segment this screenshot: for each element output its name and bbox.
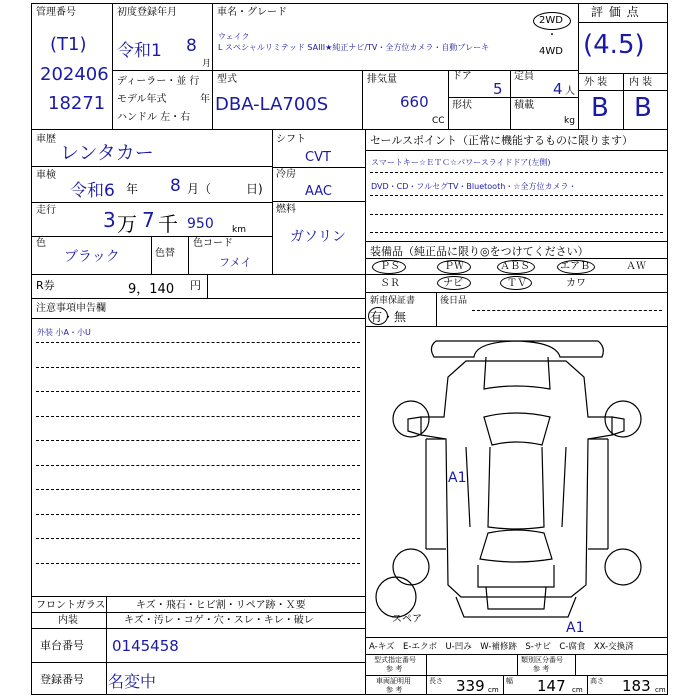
divider <box>365 258 668 259</box>
car-damage-diagram <box>366 327 668 637</box>
divider <box>31 318 365 319</box>
divider <box>212 3 213 129</box>
warranty-yes: 有 <box>370 310 383 324</box>
damage-legend: A-キズ E-エクボ U-凹み W-補修跡 S-サビ C-腐食 XX-交換済 <box>369 642 634 652</box>
evaluation-score: (4.5) <box>583 30 645 60</box>
chassis-label: 車台番号 <box>40 639 84 652</box>
divider <box>365 292 668 293</box>
yen-unit: 円 <box>190 279 201 292</box>
divider <box>575 654 576 675</box>
drive-2wd: 2WD <box>539 15 563 26</box>
inspection-era: 令和6 <box>70 181 115 201</box>
dash-line <box>370 195 663 196</box>
type-value: DBA-LA700S <box>215 94 329 115</box>
interior-grade: B <box>634 93 652 123</box>
equip-pw: ＰＷ <box>444 261 464 272</box>
warranty-no: 無 <box>394 310 407 324</box>
km-unit: km <box>232 225 246 235</box>
drive-4wd: 4WD <box>539 46 563 57</box>
divider <box>112 3 113 129</box>
divider <box>517 654 518 675</box>
ac-value: AAC <box>305 184 332 199</box>
recycle-value: 9，140 <box>128 282 175 297</box>
displacement-value: 660 <box>400 93 429 111</box>
dash-line <box>370 172 663 173</box>
first-registration-era: 令和1 <box>117 41 162 61</box>
dash-line <box>370 214 663 215</box>
windshield-label: フロントガラス <box>36 600 106 611</box>
interior-label: 内 装 <box>629 77 653 88</box>
divider <box>365 241 668 242</box>
equip-abs: ＡＢＳ <box>500 261 530 272</box>
type-label: 型式 <box>217 74 237 85</box>
divider <box>426 654 427 695</box>
warranty-value <box>370 308 406 325</box>
mgmt-number-label: 管理番号 <box>36 7 76 18</box>
dealer-label: ディーラー・並 行 <box>117 76 200 87</box>
divider <box>207 274 208 298</box>
divider <box>31 166 272 167</box>
equip-aw: ＡＷ <box>626 261 646 272</box>
length-unit: cm <box>488 686 499 694</box>
mgmt-number-1: 202406 <box>40 64 109 85</box>
divider <box>31 612 365 613</box>
model-name-label: 車名・グレード <box>217 7 287 18</box>
divider <box>31 662 365 663</box>
divider <box>31 628 365 629</box>
divider <box>112 70 212 71</box>
sales-points-label: セールスポイント（正常に機能するものに限ります） <box>370 134 634 147</box>
divider <box>272 201 365 202</box>
repaint-label: 色替 <box>155 248 175 259</box>
capacity-value: 4 <box>553 80 563 98</box>
class-number-sub: 参 考 <box>533 665 550 673</box>
interior-condition-label: 内装 <box>58 615 78 626</box>
note-line <box>36 391 360 392</box>
month-unit: 月 <box>202 59 212 69</box>
divider <box>365 150 668 151</box>
equip-navi: ナビ <box>443 278 463 289</box>
mileage-rest: 950 <box>187 216 214 232</box>
divider <box>578 22 668 23</box>
divider <box>503 675 504 695</box>
shape-label: 形状 <box>452 100 472 111</box>
divider <box>436 292 437 326</box>
note-line <box>36 367 360 368</box>
width-value: 147 <box>537 677 566 695</box>
evaluation-label: 評 価 点 <box>591 5 640 19</box>
kg-unit: kg <box>564 116 575 126</box>
divider <box>587 675 588 695</box>
recycle-label: R券 <box>36 279 55 292</box>
divider <box>31 596 365 597</box>
first-registration-month: 8 <box>186 36 197 56</box>
inspection-month: 8 <box>170 176 181 196</box>
divider <box>365 274 668 275</box>
color-value: ブラック <box>64 249 120 265</box>
note-line <box>36 440 360 441</box>
after-items-label: 後日品 <box>440 296 468 306</box>
inspection-day-unit: 日) <box>246 182 263 196</box>
divider <box>31 202 272 203</box>
mgmt-number-2: 18271 <box>48 93 106 114</box>
notes-label: 注意事項申告欄 <box>36 303 106 314</box>
load-label: 積載 <box>514 100 534 111</box>
windshield-value: キズ・飛石・ヒビ割・リペア跡・Ｘ要 <box>136 600 306 611</box>
equip-airbag: エアＢ <box>560 261 590 272</box>
color-code-value: フメイ <box>219 256 252 269</box>
displacement-label: 排気量 <box>367 74 397 85</box>
damage-mark-1: A1 <box>448 470 467 486</box>
capacity-label: 定員 <box>514 71 534 82</box>
divider <box>31 274 365 275</box>
divider <box>31 298 365 299</box>
divider <box>362 70 363 129</box>
grade: L スペシャルリミテッド SAIII★純正ナビ/TV・全方位カメラ・自動ブレーキ <box>218 43 490 52</box>
divider <box>578 90 668 91</box>
cert-label: 車両証明用 <box>376 677 411 685</box>
note-line <box>36 563 360 564</box>
handle-label: ハンドル 左・右 <box>117 112 191 123</box>
drive-dot: ・ <box>547 30 557 41</box>
divider <box>188 236 189 274</box>
warranty-sep: ・ <box>382 310 395 324</box>
inspection-month-unit: 月（ <box>187 182 212 196</box>
color-label: 色 <box>36 238 46 249</box>
inspection-label: 車検 <box>36 170 56 181</box>
dash-line <box>472 310 662 311</box>
damage-mark-2: A1 <box>566 620 585 636</box>
inspection-year-unit: 年 <box>126 182 139 196</box>
shift-label: シフト <box>276 134 306 145</box>
length-value: 339 <box>456 677 485 695</box>
divider <box>448 70 449 129</box>
sen-unit: 千 <box>158 212 178 236</box>
mgmt-code: (T1) <box>50 34 87 55</box>
shift-value: CVT <box>305 150 331 165</box>
equip-leather: カワ <box>566 278 586 289</box>
fuel-value: ガソリン <box>290 229 346 245</box>
exterior-grade: B <box>591 93 609 123</box>
mileage-man: 3 <box>103 208 116 232</box>
height-unit: cm <box>655 686 666 694</box>
cert-sub: 参 考 <box>386 686 403 694</box>
mileage-label: 走行 <box>36 205 56 216</box>
equipment-label: 装備品（純正品に限り◎をつけてください） <box>370 245 589 258</box>
note-line <box>36 514 360 515</box>
divider <box>272 167 365 168</box>
registration-value: 名変中 <box>108 672 157 691</box>
color-code-label: 色コード <box>193 238 233 249</box>
length-label: 長さ <box>429 677 443 685</box>
type-designation-label: 型式指定番号 <box>374 656 416 664</box>
divider <box>510 70 511 129</box>
equip-sr: ＳＲ <box>380 278 400 289</box>
note-line <box>36 538 360 539</box>
note-line <box>36 465 360 466</box>
sales-point-line-2: DVD・CD・フルセグTV・Bluetooth・☆全方位カメラ・ <box>371 182 577 191</box>
divider <box>365 637 668 638</box>
divider <box>365 675 668 676</box>
exterior-label: 外 装 <box>584 77 608 88</box>
year-unit: 年 <box>200 94 210 105</box>
notes-line-1: 外装 小A・小U <box>37 328 91 337</box>
model-year-label: モデル年式 <box>117 94 167 105</box>
dash-line <box>370 232 663 233</box>
note-line <box>36 342 360 343</box>
registration-label: 登録番号 <box>40 673 84 686</box>
cc-unit: CC <box>432 116 445 126</box>
capacity-unit: 人 <box>565 86 575 97</box>
equip-ps: ＰＳ <box>380 261 400 272</box>
note-line <box>36 489 360 490</box>
note-line <box>36 416 360 417</box>
height-value: 183 <box>622 677 651 695</box>
class-number-label: 類別区分番号 <box>521 656 563 664</box>
model-name: ウェイク <box>218 32 250 41</box>
chassis-value: 0145458 <box>112 637 179 655</box>
fuel-label: 燃料 <box>276 204 296 215</box>
door-label: ドア <box>452 71 472 82</box>
interior-condition-value: キズ・汚レ・コゲ・穴・スレ・キレ・破レ <box>124 615 314 626</box>
height-label: 高さ <box>590 677 604 685</box>
width-label: 幅 <box>506 677 513 685</box>
divider <box>31 129 668 130</box>
warranty-label: 新車保証書 <box>370 296 416 306</box>
man-unit: 万 <box>117 212 137 236</box>
divider <box>106 596 107 695</box>
width-unit: cm <box>572 686 583 694</box>
first-registration-label: 初度登録年月 <box>117 7 177 18</box>
divider <box>623 73 624 129</box>
door-value: 5 <box>493 80 503 98</box>
mileage-sen: 7 <box>142 208 155 232</box>
equip-tv: ＴＶ <box>507 278 527 289</box>
warranty-yes-circle <box>368 307 388 325</box>
type-designation-sub: 参 考 <box>386 665 403 673</box>
history-value: レンタカー <box>60 142 154 164</box>
divider <box>151 236 152 274</box>
spare-label: スペア <box>392 614 422 625</box>
ac-label: 冷房 <box>276 169 296 180</box>
sales-point-line-1: スマートキー☆ＥＴＣ☆パワースライドドア(左側) <box>371 158 551 167</box>
history-label: 車歴 <box>36 134 56 145</box>
